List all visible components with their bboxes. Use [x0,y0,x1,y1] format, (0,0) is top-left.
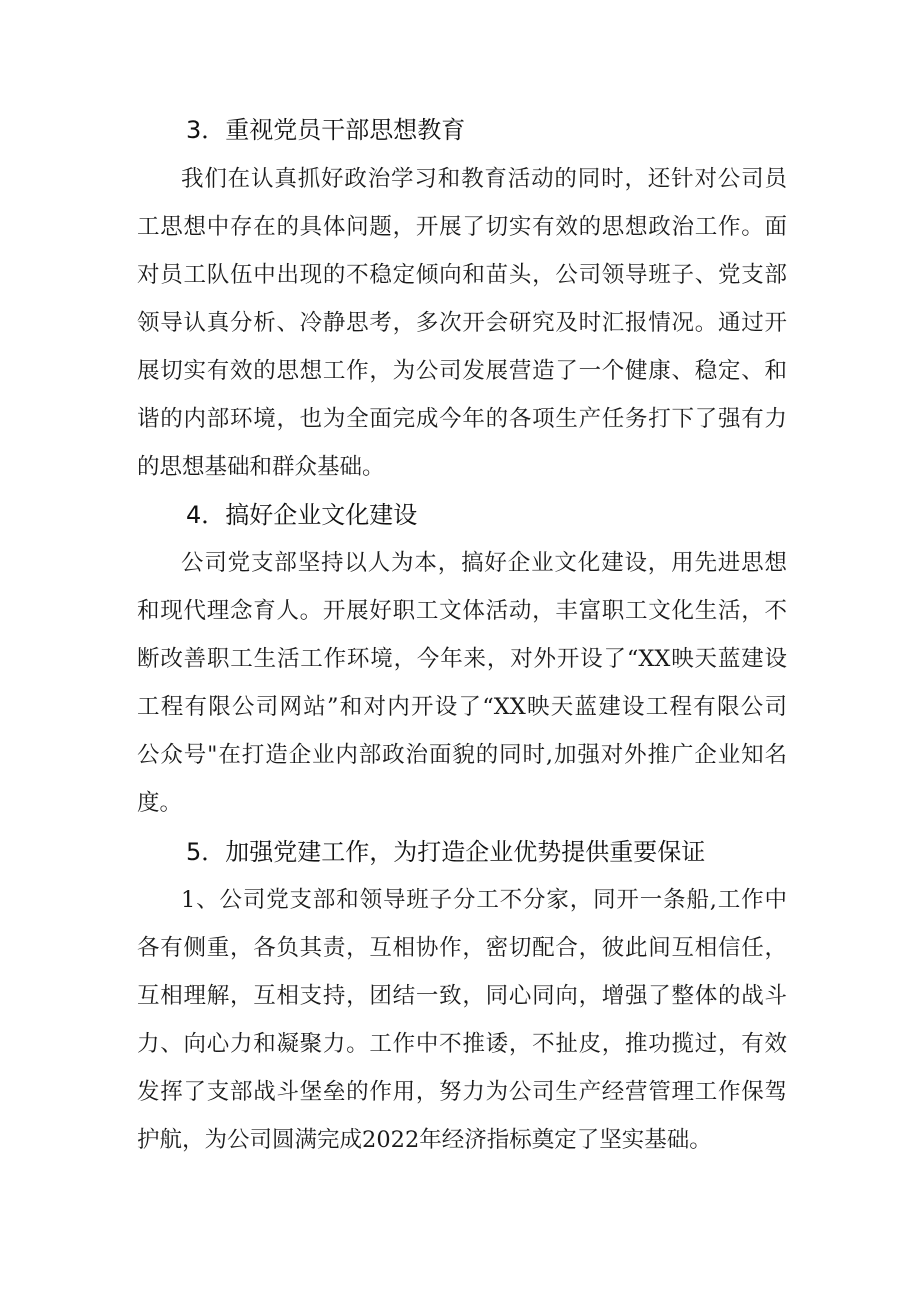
section-heading-5: 5．加强党建工作，为打造企业优势提供重要保证 [186,838,706,866]
section-heading-4: 4．搞好企业文化建设 [186,501,418,529]
section-4-line-1: 公司党支部坚持以人为本，搞好企业文化建设，用先进思想 [181,550,787,576]
section-4-line-3: 断改善职工生活工作环境，今年来，对外开设了“XX映天蓝建设 [137,646,787,672]
section-3-line-6: 谐的内部环境，也为全面完成今年的各项生产任务打下了强有力 [137,406,787,432]
section-3-line-4: 领导认真分析、冷静思考，多次开会研究及时汇报情况。通过开 [137,310,787,336]
section-5-line-5: 发挥了支部战斗堡垒的作用，努力为公司生产经营管理工作保驾 [137,1079,787,1105]
section-5-line-1: 1、公司党支部和领导班子分工不分家，同开一条船,工作中 [181,887,787,913]
section-3-line-2: 工思想中存在的具体问题，开展了切实有效的思想政治工作。面 [137,214,787,240]
section-4-line-4: 工程有限公司网站”和对内开设了“XX映天蓝建设工程有限公司 [137,694,787,720]
section-3-line-5: 展切实有效的思想工作，为公司发展营造了一个健康、稳定、和 [137,358,787,384]
section-3-line-7: 的思想基础和群众基础。 [137,454,385,480]
section-heading-3: 3．重视党员干部思想教育 [186,116,466,144]
section-4-line-2: 和现代理念育人。开展好职工文体活动，丰富职工文化生活，不 [137,598,787,624]
section-5-line-4: 力、向心力和凝聚力。工作中不推诿，不扯皮，推功揽过，有效 [137,1031,787,1057]
section-3-line-1: 我们在认真抓好政治学习和教育活动的同时，还针对公司员 [181,166,787,192]
section-5-line-2: 各有侧重，各负其责，互相协作，密切配合，彼此间互相信任， [137,935,787,961]
section-3-line-3: 对员工队伍中出现的不稳定倾向和苗头，公司领导班子、党支部 [137,262,787,288]
section-4-line-5: 公众号"在打造企业内部政治面貌的同时,加强对外推广企业知名 [137,742,787,768]
section-5-line-6: 护航，为公司圆满完成2022年经济指标奠定了坚实基础。 [137,1127,712,1153]
section-5-line-3: 互相理解，互相支持，团结一致，同心同向，增强了整体的战斗 [137,983,787,1009]
section-4-line-6: 度。 [137,790,183,816]
